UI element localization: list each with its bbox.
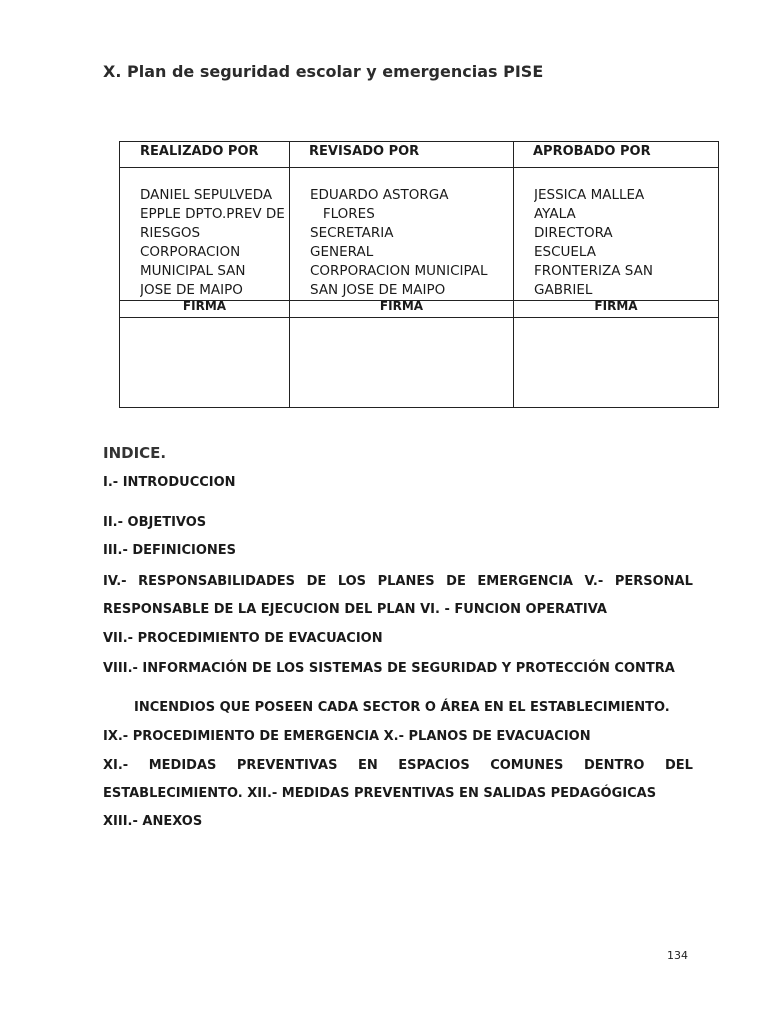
name-line: DIRECTORA [534, 225, 613, 241]
name-line: FLORES [310, 206, 375, 222]
index-item: IX.- PROCEDIMIENTO DE EMERGENCIA X.- PLANOS DE EVACUACION [103, 729, 591, 744]
index-item: RESPONSABLE DE LA EJECUCION DEL PLAN VI. - FUNCION OPERATIVA [103, 602, 607, 617]
signature-table-header [120, 142, 719, 168]
signature-space [120, 318, 290, 408]
header-revisado: REVISADO POR [309, 144, 420, 159]
index-word: MEDIDAS [148, 758, 217, 773]
index-item: VIII.- INFORMACIÓN DE LOS SISTEMAS DE SEGURIDAD Y PROTECCIÓN CONTRA [103, 661, 675, 676]
name-line: RIESGOS [140, 225, 201, 241]
index-item: ESTABLECIMIENTO. XII.- MEDIDAS PREVENTIVAS EN SALIDAS PEDAGÓGICAS [103, 786, 657, 801]
name-line: SECRETARIA [310, 225, 394, 241]
index-word: LOS [337, 574, 367, 589]
index-item: III.- DEFINICIONES [103, 543, 237, 558]
name-line: SAN JOSE DE MAIPO [310, 282, 446, 298]
name-line: AYALA [534, 206, 576, 222]
header-aprobado: APROBADO POR [533, 144, 651, 159]
index-word: PREVENTIVAS [236, 758, 338, 773]
name-line: CORPORACION MUNICIPAL [310, 263, 488, 279]
index-word: ESPACIOS [398, 758, 470, 773]
index-word: EMERGENCIA [477, 574, 573, 589]
signature-space-row [120, 318, 719, 408]
index-heading: INDICE. [103, 444, 167, 462]
index-word: DEL [664, 758, 693, 773]
index-item-justified [103, 758, 693, 773]
firma-label: FIRMA [120, 301, 290, 318]
index-word: DE [306, 574, 327, 589]
firma-row [120, 301, 719, 318]
index-word: IV.- [103, 574, 127, 589]
index-item: VII.- PROCEDIMIENTO DE EVACUACION [103, 631, 383, 646]
revisado-names [290, 168, 513, 300]
name-line: DANIEL SEPULVEDA [140, 187, 273, 203]
header-realizado: REALIZADO POR [140, 144, 259, 159]
index-word: PERSONAL [614, 574, 693, 589]
index-item: I.- INTRODUCCION [103, 475, 236, 490]
index-item-justified [103, 574, 693, 589]
section-title: X. Plan de seguridad escolar y emergencias PISE [103, 62, 544, 81]
name-line: ESCUELA [534, 244, 597, 260]
name-line: EPPLE DPTO.PREV DE [140, 206, 285, 222]
signature-space [290, 318, 514, 408]
name-line: GABRIEL [534, 282, 593, 298]
name-line: EDUARDO ASTORGA [310, 187, 449, 203]
index-word: V.- [584, 574, 604, 589]
name-line: CORPORACION [140, 244, 241, 260]
index-item: II.- OBJETIVOS [103, 515, 207, 530]
index-word: EN [357, 758, 378, 773]
index-word: XI.- [103, 758, 129, 773]
index-word: RESPONSABILIDADES [138, 574, 296, 589]
name-line: JOSE DE MAIPO [140, 282, 243, 298]
name-line: GENERAL [310, 244, 374, 260]
signature-names-row [120, 168, 719, 301]
index-item: INCENDIOS QUE POSEEN CADA SECTOR O ÁREA EN EL ESTABLECIMIENTO. [134, 700, 670, 715]
name-line: MUNICIPAL SAN [140, 263, 246, 279]
aprobado-names [514, 168, 718, 300]
index-word: DENTRO [583, 758, 645, 773]
signature-table [119, 141, 719, 408]
realizado-names [120, 168, 289, 300]
index-word: PLANES [377, 574, 435, 589]
index-item: XIII.- ANEXOS [103, 814, 203, 829]
index-word: COMUNES [490, 758, 564, 773]
page-number: 134 [667, 949, 688, 962]
name-line: JESSICA MALLEA [534, 187, 645, 203]
index-word: DE [446, 574, 466, 589]
firma-label: FIRMA [290, 301, 514, 318]
name-line: FRONTERIZA SAN [534, 263, 653, 279]
firma-label: FIRMA [514, 301, 719, 318]
signature-space [514, 318, 719, 408]
